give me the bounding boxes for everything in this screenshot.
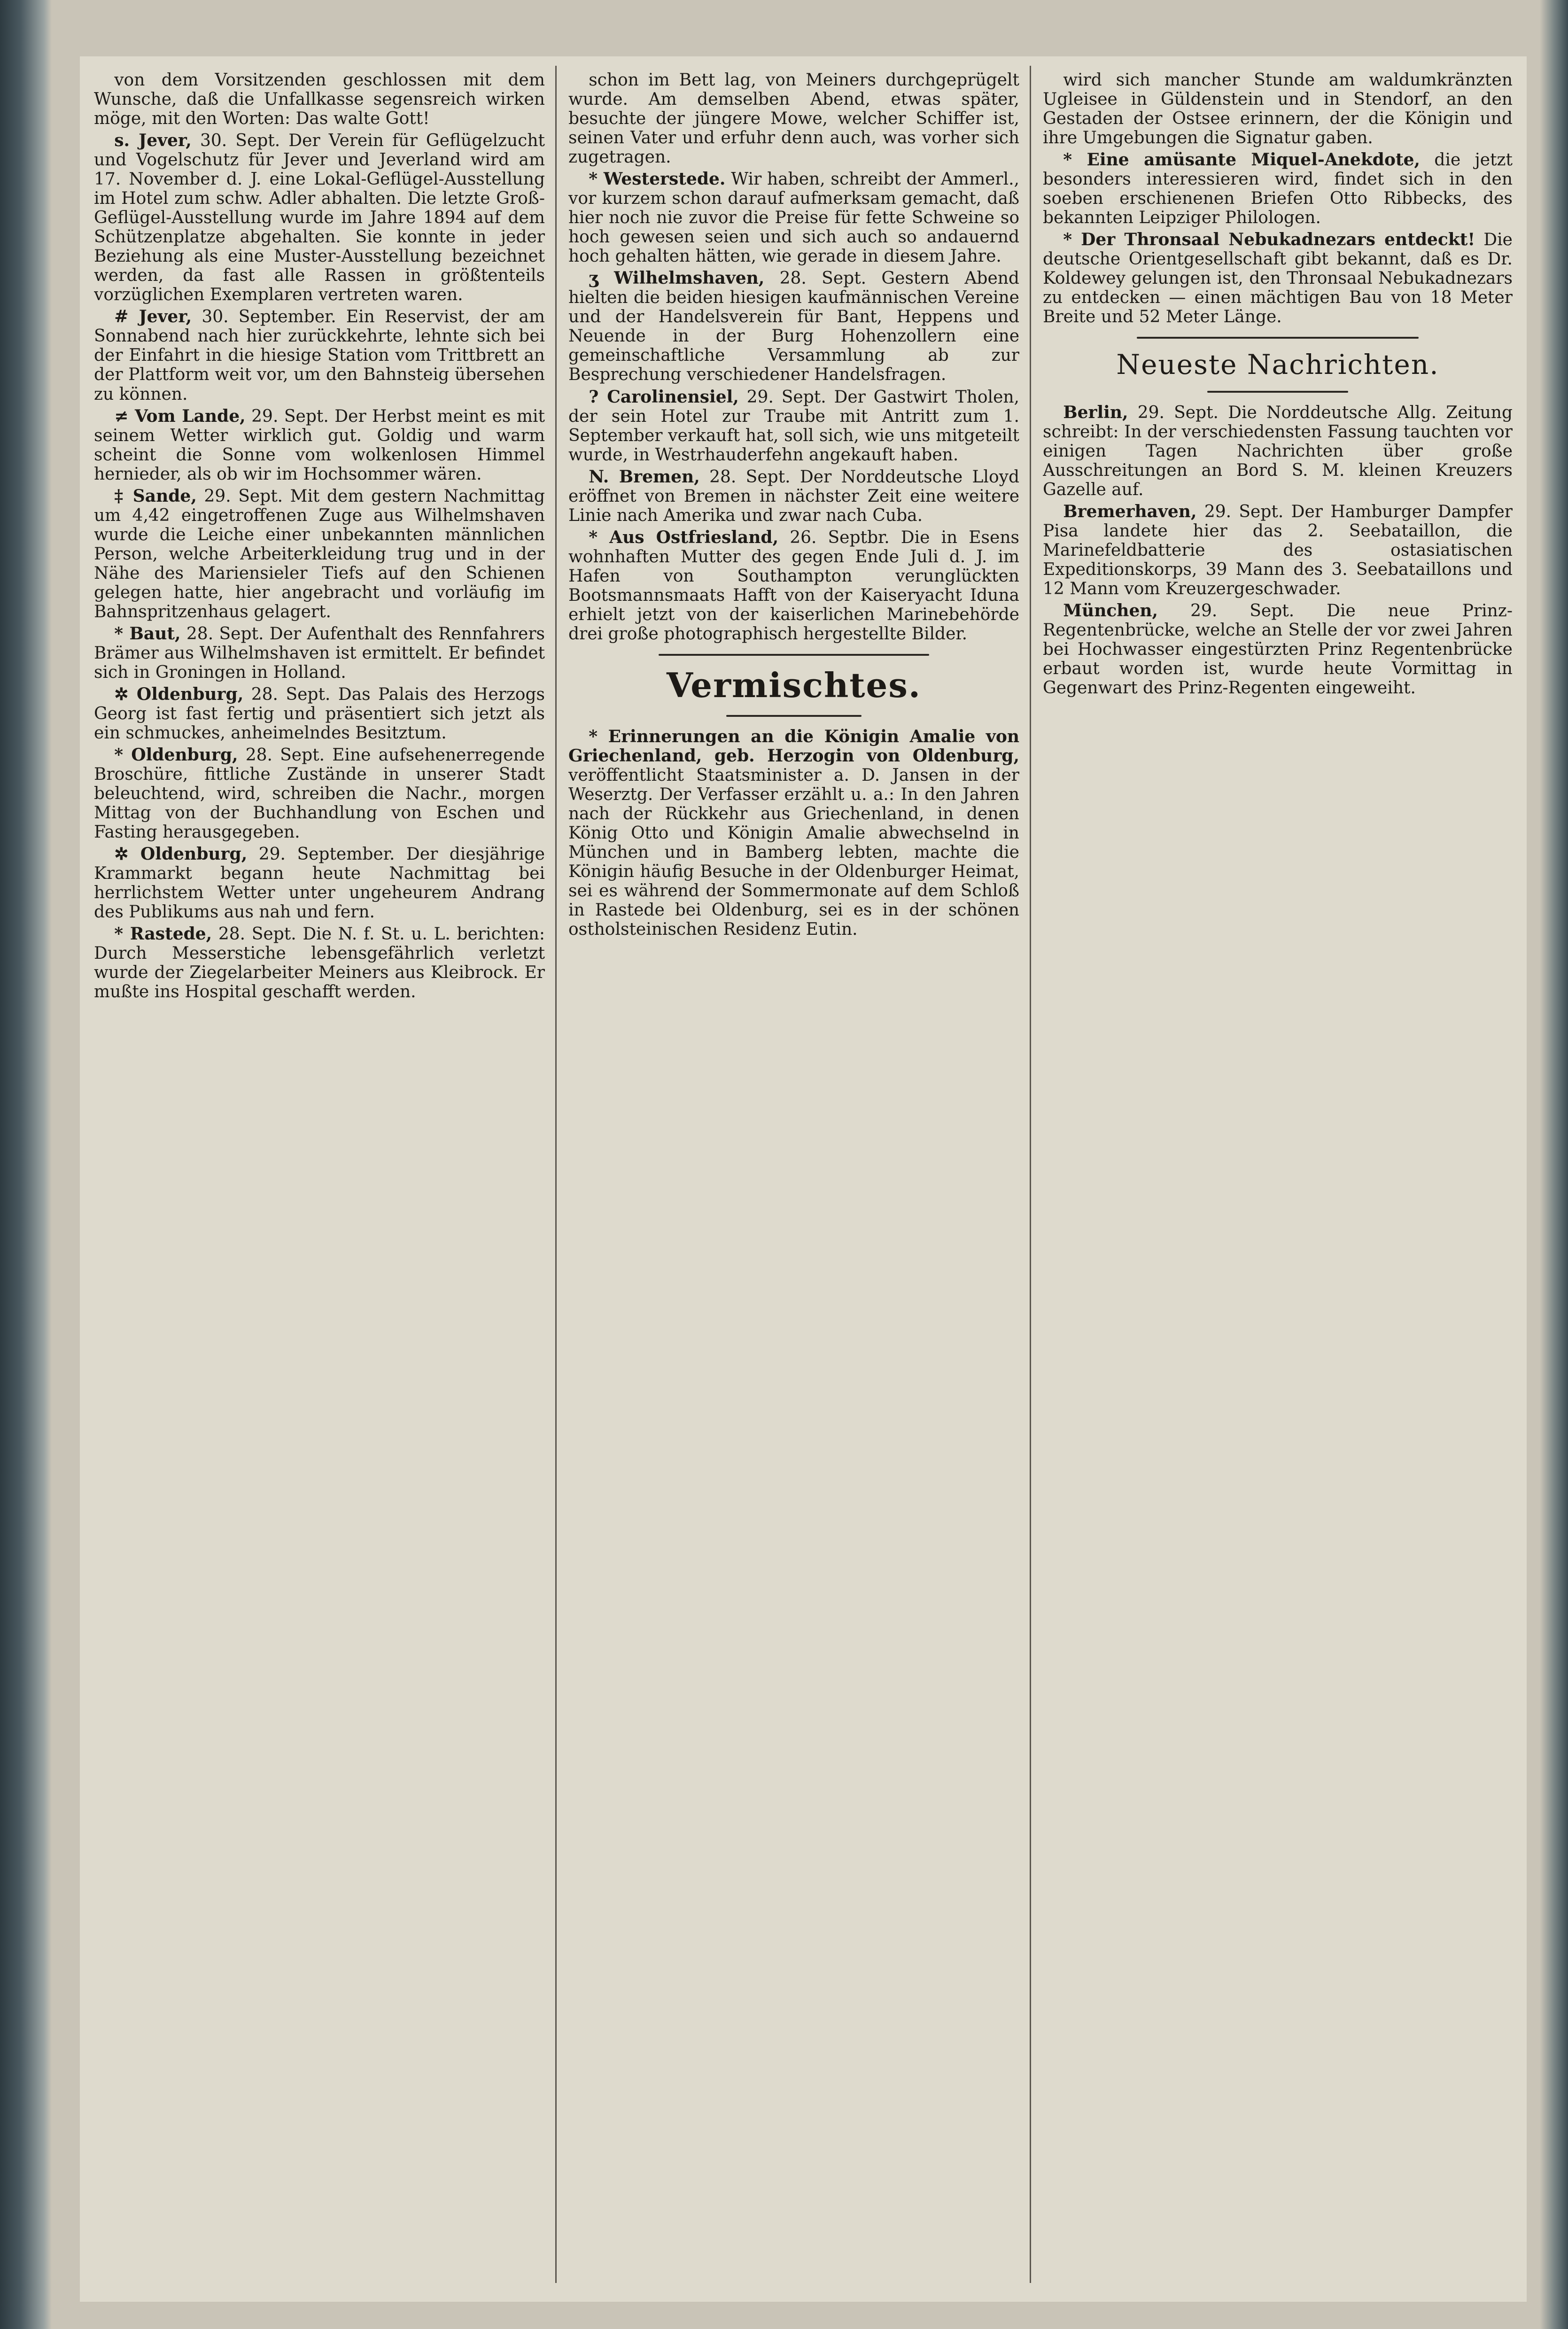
article-text: 28. Sept. Das Palais des Herzogs Georg ist fast fertig und präsentiert sich jetzt als ein schmuckes, anheimelndes Besitztum. [94,684,545,743]
article-dateline: # Jever, [114,307,192,327]
ornament-rule [1137,337,1419,339]
article-dateline: * Der Thronsaal Nebukadnezars entdeckt! [1063,230,1475,250]
ornament-rule [726,715,862,717]
article-dateline: ✲ Oldenburg, [114,684,244,704]
article-dateline: * Erinnerungen an die Königin Amalie von Griechenland, geb. Herzogin von Oldenburg, [568,726,1019,766]
article-text: 26. Septbr. Die in Esens wohnhaften Mutter des gegen Ende Juli d. J. im Hafen von Southampton verunglückten Bootsmannsmaats Hafft von der Kaiseryacht Iduna erhielt jetzt von der kaiserlichen Marinebehörde drei große photographisch hergestellte Bilder. [568,528,1019,644]
article-paragraph [568,170,1019,266]
article-dateline: Bremerhaven, [1063,501,1197,521]
article-text: 30. September. Ein Reservist, der am Sonnabend nach hier zurückkehrte, lehnte sich bei der Einfahrt in die hiesige Station vom Trittbrett an der Plattform weit vor, um den Bahnsteig übersehen zu können. [94,307,545,404]
article-dateline: * Westerstede. [589,169,726,189]
article-dateline: * Eine amüsante Miquel-Anekdote, [1063,150,1421,170]
article-text: 29. Sept. Die Norddeutsche Allg. Zeitung schreibt: In der verschiedensten Fassung tauchten vor einigen Tagen Nachrichten über große Ausschreitungen an Bord S. M. kleinen Kreuzers Gazelle auf. [1043,403,1513,499]
article-dateline: ‡ Sande, [114,486,197,506]
article-paragraph [568,467,1019,525]
article-dateline: * Rastede, [114,924,212,944]
article-text: 28. Sept. Der Norddeutsche Lloyd eröffnet von Bremen in nächster Zeit eine weitere Linie nach Amerika und zwar nach Cuba. [568,467,1019,525]
article-paragraph [1043,601,1513,698]
article-paragraph [568,269,1019,384]
section-title: Neueste Nachrichten. [1116,349,1439,381]
article-dateline: s. Jever, [114,131,192,151]
newspaper-page [80,56,1527,2302]
article-text: 30. Sept. Der Verein für Geflügelzucht und Vogelschutz für Jever und Jeverland wird am 17. November d. J. eine Lokal-Geflügel-Ausstellung im Hotel zum schw. Adler abhalten. Die letzte Groß-Geflügel-Ausstellung wurde im Jahre 1894 auf dem Schützenplatze abgehalten. Sie konnte in jeder Beziehung als eine Muster-Ausstellung bezeichnet werden, da fast alle Rassen in größtenteils vorzüglichen Exemplaren vertreten waren. [94,131,545,305]
column-3 [1043,70,1513,2278]
article-paragraph [568,70,1019,167]
article-text: 28. Sept. Gestern Abend hielten die beiden hiesigen kaufmännischen Vereine und der Handelsverein für Bant, Heppens und Neuende in der Burg Hohenzollern eine gemeinschaftliche Versammlung ab zur Besprechung verschiedener Handelsfragen. [568,269,1019,385]
column-rule [1030,66,1031,2283]
article-paragraph [94,685,545,743]
article-dateline: * Aus Ostfriesland, [589,527,779,547]
article-paragraph [568,388,1019,465]
article-dateline: ʒ Wilhelmshaven, [589,268,765,288]
article-paragraph [94,407,545,484]
column-2 [568,70,1019,2278]
article-paragraph [568,528,1019,644]
article-paragraph [94,70,545,128]
article-text: 29. Sept. Der Gastwirt Tholen, der sein Hotel zur Traube mit Antritt zum 1. September verkauft hat, soll sich, wie uns mitgeteilt wurde, in Westrhauderfehn angekauft haben. [568,387,1019,465]
article-text: 29. September. Der diesjährige Krammarkt begann heute Nachmittag bei herrlichstem Wetter unter ungeheurem Andrang des Publikums aus nah und fern. [94,845,545,922]
article-text: 28. Sept. Der Aufenthalt des Rennfahrers Brämer aus Wilhelmshaven ist ermittelt. Er befindet sich in Groningen in Holland. [94,624,545,682]
column-1 [94,70,545,2278]
article-paragraph [1043,150,1513,227]
article-paragraph [94,924,545,1001]
article-dateline: ✲ Oldenburg, [114,844,248,864]
article-text: Die deutsche Orientgesellschaft gibt bekannt, daß es Dr. Koldewey gelungen ist, den Thronsaal Nebukadnezars zu entdecken — einen mächtigen Bau von 18 Meter Breite und 52 Meter Länge. [1043,230,1513,327]
article-text: 29. Sept. Der Herbst meint es mit seinem Wetter wirklich gut. Goldig und warm scheint die Sonne vom wolkenlosen Himmel hernieder, als ob wir im Hochsommer wären. [94,406,545,484]
article-text: 28. Sept. Die N. f. St. u. L. berichten: Durch Messerstiche lebensgefährlich verletzt wurde der Ziegelarbeiter Meiners aus Kleibrock. Er mußte ins Hospital geschafft werden. [94,924,545,1002]
article-paragraph [94,624,545,682]
article-paragraph [94,487,545,621]
article-paragraph [1043,230,1513,326]
article-text: veröffentlicht Staatsminister a. D. Jansen in der Weserztg. Der Verfasser erzählt u. a.: In den Jahren nach der Rückkehr aus Griechenland, in denen König Otto und Königin Amalie abwechselnd in München und in Bamberg lebten, machte die Königin häufig Besuche in der Oldenburger Heimat, sei es während der Sommermonate auf dem Schloß in Rastede bei Oldenburg, sei es in der schönen ostholsteinischen Residenz Eutin. [568,766,1019,939]
section-title: Vermischtes. [667,665,921,705]
article-text: Wir haben, schreibt der Ammerl., vor kurzem schon darauf aufmerksam gemacht, daß hier noch nie zuvor die Preise für fette Schweine so hoch gewesen seien und sich auch so andauernd hoch gehalten hätten, wie gerade in diesem Jahre. [568,170,1019,266]
article-dateline: ≠ Vom Lande, [114,406,246,426]
scanner-edge-left [0,0,52,2329]
article-dateline: * Baut, [114,623,181,644]
article-text: die jetzt besonders interessieren wird, findet sich in den soeben erschienenen Briefen Otto Ribbecks, des bekannten Leipziger Philologen. [1043,150,1513,228]
article-text: 29. Sept. Der Hamburger Dampfer Pisa landete hier das 2. Seebataillon, die Marinefeldbatterie des ostasiatischen Expeditionskorps, 39 Mann des 3. Seebataillons und 12 Mann vom Kreuzergeschwader. [1043,502,1513,598]
article-paragraph [94,131,545,304]
article-text: schon im Bett lag, von Meiners durchgeprügelt wurde. Am demselben Abend, etwas später, besuchte der jüngere Mowe, welcher Schiffer ist, seinen Vater und erfuhr denn auch, was vorher sich zugetragen. [568,70,1019,167]
article-text: 28. Sept. Eine aufsehenerregende Broschüre, fittliche Zustände in unserer Stadt beleuchtend, wird, schreiben die Nachr., morgen Mittag von der Buchhandlung von Eschen und Fasting herausgegeben. [94,745,545,842]
article-paragraph [94,745,545,842]
ornament-rule [1207,391,1348,393]
article-paragraph [94,845,545,922]
article-dateline: Berlin, [1063,402,1128,422]
article-dateline: * Oldenburg, [114,745,238,765]
article-paragraph [1043,403,1513,499]
column-rule [555,66,557,2283]
article-dateline: ? Carolinensiel, [589,387,739,407]
article-paragraph [1043,70,1513,148]
ornament-rule [659,654,929,656]
article-paragraph [1043,502,1513,598]
scanner-edge-right [1540,0,1568,2329]
article-paragraph [568,727,1019,939]
article-text: 29. Sept. Mit dem gestern Nachmittag um 4,42 eingetroffenen Zuge aus Wilhelmshaven wurde die Leiche einer unbekannten männlichen Person, welche Arbeiterkleidung trug und in der Nähe des Mariensieler Tiefs auf den Schienen gelegen hatte, hier angebracht und vorläufig im Bahnspritzenhaus gelagert. [94,486,545,621]
article-paragraph [94,307,545,404]
article-text: wird sich mancher Stunde am waldumkränzten Ugleisee in Güldenstein und in Stendorf, an den Gestaden der Ostsee erinnern, der die Königin und ihre Umgebungen die Signatur gaben. [1043,70,1513,148]
article-dateline: München, [1063,600,1158,621]
article-dateline: N. Bremen, [589,466,700,487]
article-text: von dem Vorsitzenden geschlossen mit dem Wunsche, daß die Unfallkasse segensreich wirken möge, mit den Worten: Das walte Gott! [94,70,545,129]
article-text: 29. Sept. Die neue Prinz-Regentenbrücke, welche an Stelle der vor zwei Jahren bei Hochwasser eingestürzten Prinz Regentenbrücke erbaut worden ist, wurde heute Vormittag in Gegenwart des Prinz-Regenten eingeweiht. [1043,601,1513,698]
